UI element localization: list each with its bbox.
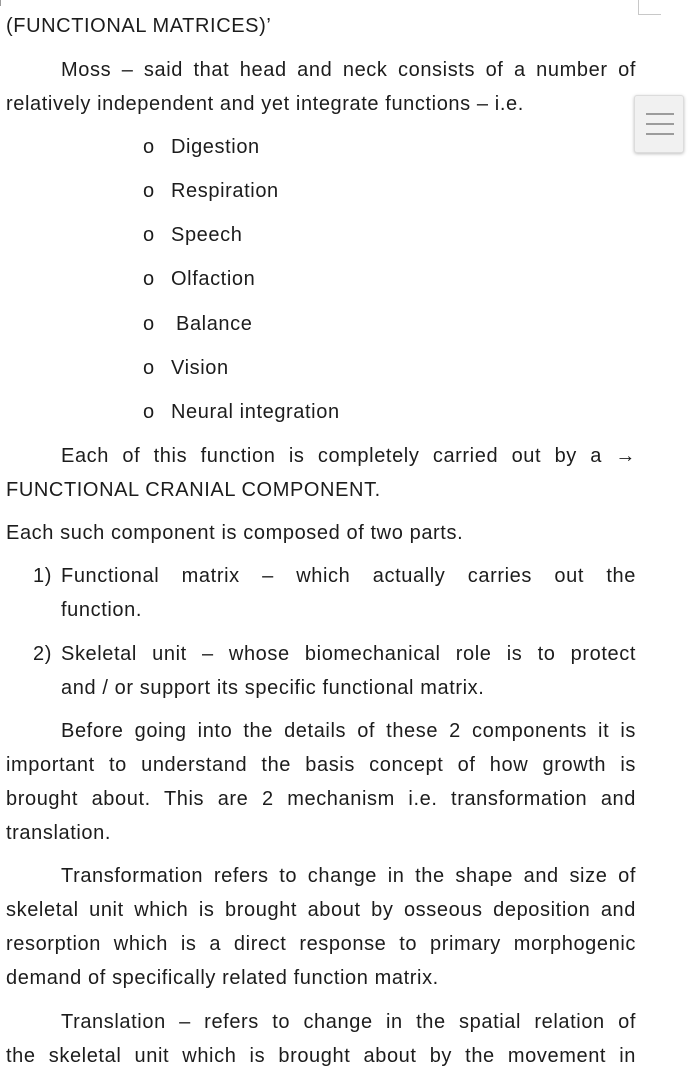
bullet-icon: o <box>143 357 155 379</box>
bullet-icon: o <box>143 136 155 158</box>
growth-line-4: translation. <box>6 822 112 844</box>
part-2-line-2: and / or support its specific functional matrix. <box>61 677 485 699</box>
bullet-icon: o <box>143 224 155 246</box>
transformation-line-2: skeletal unit which is brought about by osseous deposition and <box>6 899 636 921</box>
list-item-label: Speech <box>171 224 243 246</box>
list-item <box>143 356 229 380</box>
page-edge-mark <box>0 0 1 6</box>
translation-line-1: Translation – refers to change in the spatial relation of <box>61 1011 636 1033</box>
bullet-icon: o <box>143 180 155 202</box>
part-2-line-1: Skeletal unit – whose biomechanical role is to protect <box>61 643 636 665</box>
list-number: 2) <box>33 643 52 665</box>
list-item-label: Balance <box>176 313 253 335</box>
component-intro: Each such component is composed of two parts. <box>6 522 464 544</box>
part-1-line-1: Functional matrix – which actually carries out the <box>61 565 636 587</box>
list-item <box>143 400 340 424</box>
growth-line-2: important to understand the basis concept of how growth is <box>6 754 636 776</box>
bullet-icon: o <box>143 268 155 290</box>
growth-line-1: Before going into the details of these 2 components it is <box>61 720 636 742</box>
bullet-icon: o <box>143 313 155 335</box>
transformation-line-3: resorption which is a direct response to primary morphogenic <box>6 933 636 955</box>
intro-line-1: Moss – said that head and neck consists of a number of <box>61 59 636 81</box>
list-number: 1) <box>33 565 52 587</box>
list-item-label: Vision <box>171 357 229 379</box>
transformation-line-4: demand of specifically related function matrix. <box>6 967 439 989</box>
list-item-label: Respiration <box>171 180 279 202</box>
list-item <box>143 312 252 336</box>
list-item-label: Olfaction <box>171 268 256 290</box>
list-item <box>143 179 279 203</box>
growth-line-3: brought about. This are 2 mechanism i.e. transformation and <box>6 788 636 810</box>
list-item-label: Neural integration <box>171 401 340 423</box>
list-item-label: Digestion <box>171 136 260 158</box>
intro-line-2: relatively independent and yet integrate functions – i.e. <box>6 93 524 115</box>
translation-line-2: the skeletal unit which is brought about by the movement in <box>6 1045 636 1067</box>
functional-cranial-component-heading: FUNCTIONAL CRANIAL COMPONENT. <box>6 479 381 501</box>
part-1-line-2: function. <box>61 599 143 621</box>
bullet-icon: o <box>143 401 155 423</box>
menu-button[interactable] <box>634 95 684 153</box>
page-corner-mark <box>638 0 661 15</box>
list-item <box>143 135 260 159</box>
each-function-line-1: Each of this function is completely carried out by a → <box>61 445 636 467</box>
list-item <box>143 223 242 247</box>
list-item <box>143 267 255 291</box>
transformation-line-1: Transformation refers to change in the shape and size of <box>61 865 636 887</box>
section-heading: (FUNCTIONAL MATRICES)’ <box>6 15 272 37</box>
